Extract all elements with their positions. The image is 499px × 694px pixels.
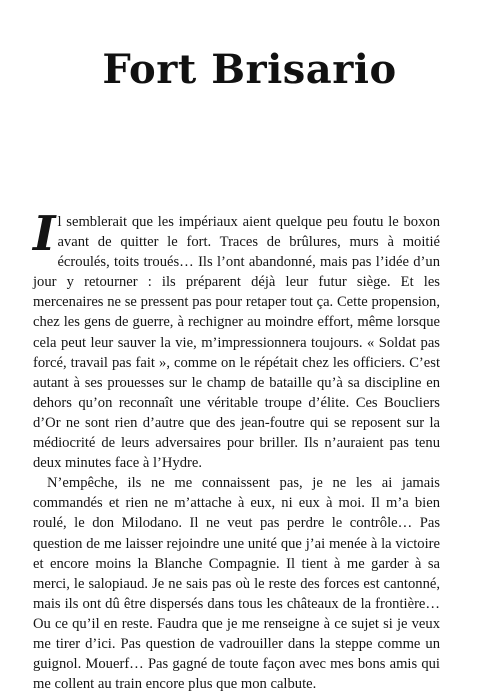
paragraph-1	[33, 206, 440, 473]
paragraph-2: N’empêche, ils ne me connaissent pas, je ne les ai jamais commandés et rien ne m’attache à eux, ni eux à moi. Il m’a bien roulé, le don Milodano. Il ne veut pas perdre le contrôle… Pas question de me laisser rejoindre une unité que j’ai menée à la victoire et encore moins la Blanche Compagnie. Il tient à me garder à sa merci, le salopiaud. Je ne sais pas où le reste des forces est cantonné, mais ils ont dû être dispersés dans tous les châteaux de la frontière… Ou ce qu’il en reste. Faudra que je me renseigne à ce sujet si je veux me tirer d’ici. Pas question de vadrouiller dans la steppe comme un guignol. Mouerf… Pas gagné de toute façon avec mes bons amis qui me collent au train encore plus que mon calbute.	[33, 475, 440, 693]
chapter-title: Fort Brisario	[102, 46, 397, 93]
chapter-body	[33, 206, 440, 694]
paragraph-1-text: l semblerait que les impériaux aient quelque peu foutu le boxon avant de quitter le fort. Traces de brûlures, murs à moitié écroulés, toits troués… Ils l’ont abandonné, mais pas l’idée d’un jour y retourner : ils préparent déjà leur futur siège. Et les mercenaires ne se pressent pas pour retaper tout ça. Cette propension, chez les gens de guerre, à rechigner au moindre effort, même lorsque cela peut leur sauver la vie, m’impressionnera toujours. « Soldat pas forcé, travail pas fait », comme on le répétait chez les officiers. C’est autant à ses prouesses sur le champ de bataille qu’à sa discipline en dehors qu’on reconnaît une véritable troupe d’élite. Ces Boucliers d’Or ne sont rien d’autre que des jean-foutre qui se reposent sur la médiocrité de leurs adversaires pour briller. Ils n’auraient pas tenu deux minutes face à l’Hydre.	[33, 214, 440, 472]
drop-cap: I	[33, 206, 56, 262]
